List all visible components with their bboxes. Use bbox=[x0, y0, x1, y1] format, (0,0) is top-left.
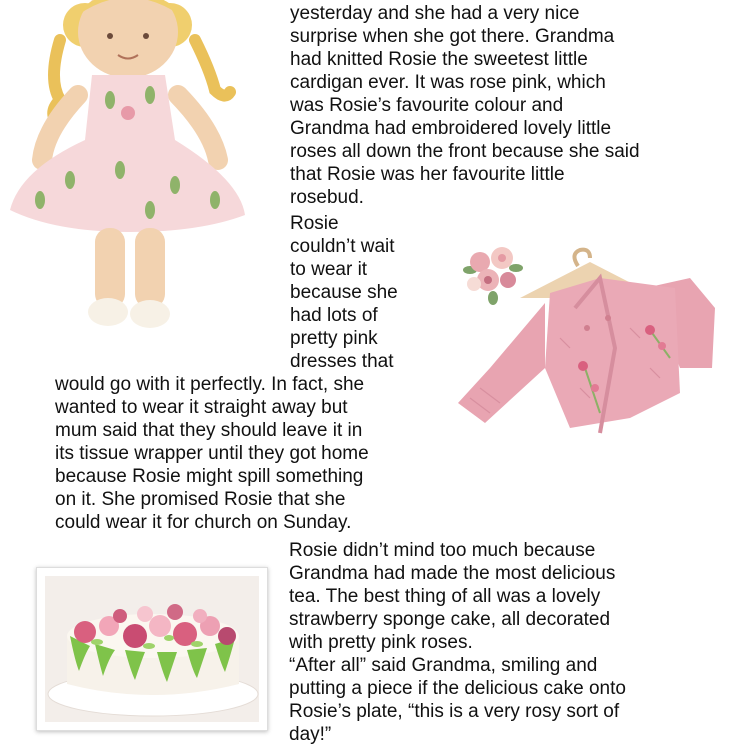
story-line: “After all” said Grandma, smiling and bbox=[289, 655, 598, 676]
story-line: would go with it perfectly. In fact, she bbox=[55, 374, 365, 395]
story-line: Grandma had made the most delicious bbox=[289, 563, 616, 584]
story-line: because she bbox=[290, 282, 398, 303]
story-wide-paragraph bbox=[55, 373, 369, 534]
story-line: was Rosie’s favourite colour and bbox=[290, 95, 564, 116]
story-line: with pretty pink roses. bbox=[289, 632, 473, 653]
story-line: mum said that they should leave it in bbox=[55, 420, 363, 441]
story-line: could wear it for church on Sunday. bbox=[55, 512, 352, 533]
story-line: strawberry sponge cake, all decorated bbox=[289, 609, 611, 630]
story-line: rosebud. bbox=[290, 187, 364, 208]
doll-illustration bbox=[0, 0, 260, 340]
story-line: roses all down the front because she said bbox=[290, 141, 640, 162]
story-top-paragraph bbox=[290, 2, 640, 209]
story-narrow-paragraph bbox=[290, 212, 398, 373]
story-line: that Rosie was her favourite little bbox=[290, 164, 565, 185]
story-line: pretty pink bbox=[290, 328, 378, 349]
story-line: dresses that bbox=[290, 351, 394, 372]
story-line: to wear it bbox=[290, 259, 368, 280]
story-line: Rosie’s plate, “this is a very rosy sort of bbox=[289, 701, 620, 722]
story-line: day!” bbox=[289, 724, 332, 745]
story-line: wanted to wear it straight away but bbox=[55, 397, 348, 418]
story-line: Rosie bbox=[290, 213, 339, 234]
story-line: on it. She promised Rosie that she bbox=[55, 489, 346, 510]
story-bottom-paragraph bbox=[289, 539, 626, 746]
story-line: because Rosie might spill something bbox=[55, 466, 364, 487]
story-line: Rosie didn’t mind too much because bbox=[289, 540, 596, 561]
story-line: couldn’t wait bbox=[290, 236, 395, 257]
rose-cake-illustration bbox=[45, 576, 259, 722]
story-line: putting a piece if the delicious cake onto bbox=[289, 678, 626, 699]
story-line: had lots of bbox=[290, 305, 378, 326]
story-line: cardigan ever. It was rose pink, which bbox=[290, 72, 606, 93]
story-line: Grandma had embroidered lovely little bbox=[290, 118, 612, 139]
cake-photo-frame bbox=[36, 567, 268, 731]
story-line: its tissue wrapper until they got home bbox=[55, 443, 369, 464]
story-line: yesterday and she had a very nice bbox=[290, 3, 580, 24]
knitted-cardigan-illustration bbox=[450, 218, 730, 458]
story-line: tea. The best thing of all was a lovely bbox=[289, 586, 601, 607]
story-line: surprise when she got there. Grandma bbox=[290, 26, 615, 47]
story-line: had knitted Rosie the sweetest little bbox=[290, 49, 588, 70]
